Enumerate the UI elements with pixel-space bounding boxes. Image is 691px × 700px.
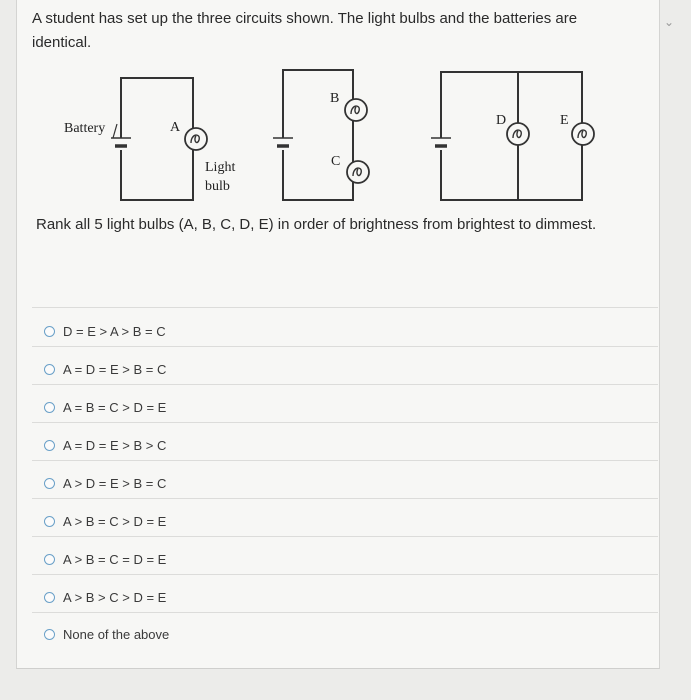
battery-pointer-line bbox=[113, 124, 117, 138]
option-4[interactable] bbox=[44, 435, 166, 455]
divider bbox=[32, 422, 658, 423]
option-7[interactable] bbox=[44, 549, 166, 569]
divider bbox=[32, 307, 658, 308]
divider bbox=[32, 574, 658, 575]
circuit-diagram bbox=[0, 0, 691, 215]
option-label: D = E > A > B = C bbox=[63, 323, 166, 339]
option-8[interactable] bbox=[44, 587, 166, 607]
bulb-e-icon bbox=[572, 123, 594, 145]
option-label: A > D = E > B = C bbox=[63, 475, 167, 491]
radio-icon[interactable] bbox=[44, 440, 55, 451]
question-text: A student has set up the three circuits shown. The light bulbs and the batteries are identical. bbox=[32, 10, 578, 51]
radio-icon[interactable] bbox=[44, 516, 55, 527]
divider bbox=[32, 498, 658, 499]
option-label: A = D = E > B = C bbox=[63, 361, 167, 377]
bulb-b-letter: B bbox=[330, 91, 340, 106]
circuit1-wire bbox=[121, 78, 193, 200]
option-label: A = B = C > D = E bbox=[63, 399, 167, 415]
radio-icon[interactable] bbox=[44, 402, 55, 413]
bulb-a-letter: A bbox=[170, 120, 181, 135]
circuit2-wire bbox=[283, 70, 353, 200]
option-label: A > B = C = D = E bbox=[63, 551, 167, 567]
radio-icon[interactable] bbox=[44, 478, 55, 489]
radio-icon[interactable] bbox=[44, 364, 55, 375]
option-label: A = D = E > B > C bbox=[63, 437, 167, 453]
option-6[interactable] bbox=[44, 511, 166, 531]
radio-icon[interactable] bbox=[44, 554, 55, 565]
radio-icon[interactable] bbox=[44, 629, 55, 640]
battery-label: Battery bbox=[64, 121, 106, 136]
divider bbox=[32, 384, 658, 385]
light-label: Light bbox=[205, 160, 236, 175]
bulb-label: bulb bbox=[205, 179, 230, 194]
bulb-d-icon bbox=[507, 123, 529, 145]
option-label: A > B = C > D = E bbox=[63, 513, 167, 529]
bulb-c-letter: C bbox=[331, 154, 341, 169]
bulb-d-letter: D bbox=[496, 113, 507, 128]
option-1[interactable] bbox=[44, 321, 166, 341]
bulb-a-icon bbox=[185, 128, 207, 150]
divider bbox=[32, 346, 658, 347]
option-label: A > B > C > D = E bbox=[63, 589, 167, 605]
ranking-prompt: Rank all 5 light bulbs (A, B, C, D, E) in order of brightness from brightest to dimmest. bbox=[36, 216, 597, 233]
radio-icon[interactable] bbox=[44, 326, 55, 337]
option-2[interactable] bbox=[44, 359, 166, 379]
option-9[interactable] bbox=[44, 624, 169, 644]
divider bbox=[32, 536, 658, 537]
bulb-e-letter: E bbox=[560, 113, 569, 128]
bulb-c-icon bbox=[347, 161, 369, 183]
divider bbox=[32, 612, 658, 613]
option-5[interactable] bbox=[44, 473, 166, 493]
divider bbox=[32, 460, 658, 461]
chevron-icon[interactable]: ⌄ bbox=[664, 15, 675, 29]
radio-icon[interactable] bbox=[44, 592, 55, 603]
option-label: None of the above bbox=[63, 626, 170, 642]
option-3[interactable] bbox=[44, 397, 166, 417]
bulb-b-icon bbox=[345, 99, 367, 121]
